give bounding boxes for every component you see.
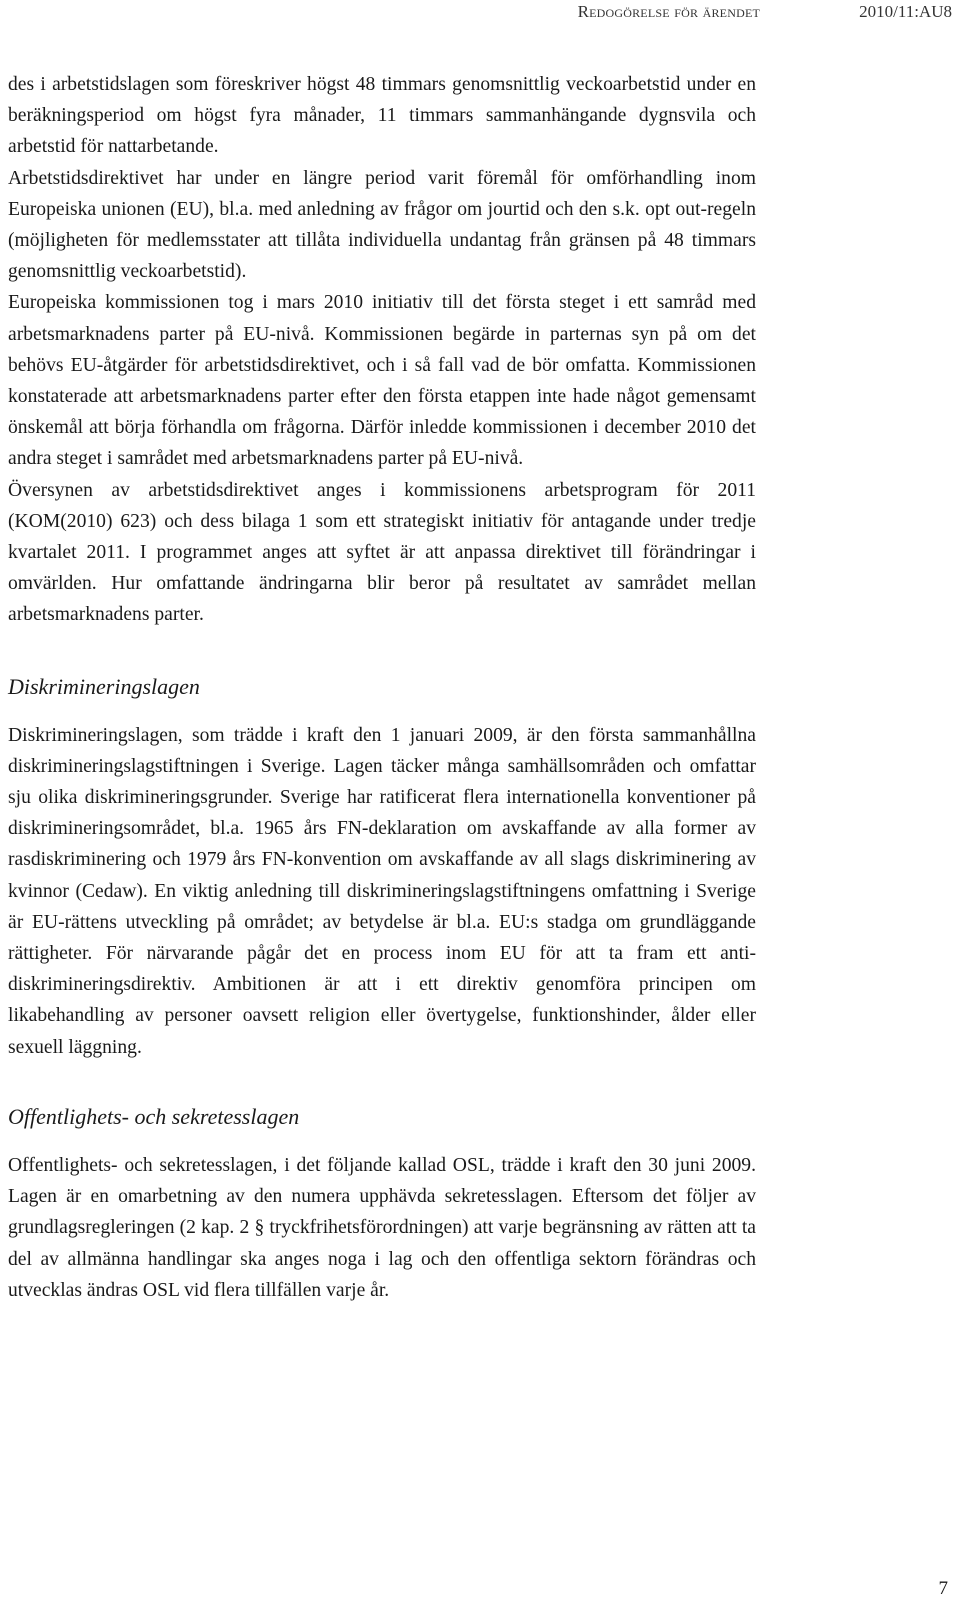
- paragraph-osl: Offentlighets- och sekretesslagen, i det följande kallad OSL, trädde i kraft den 30 juni 2009. Lagen är en omarbetning av den numera upphävda sekretesslagen. Eftersom det följer av grundlagsregleringen (2 kap. 2 § tryckfrihetsförordningen) att varje begränsning av rätten att ta del av allmänna handlingar ska anges noga i lag och den offentliga sektorn förändras och utvecklas ändras OSL vid flera tillfällen varje år.: [8, 1154, 756, 1301]
- running-head-section: Redogörelse för ärendet: [577, 2, 760, 21]
- section-heading-offentlighets-och-sekretesslagen: Offentlighets- och sekretesslagen: [8, 1103, 300, 1129]
- running-head-doc-number: 2010/11:AU8: [859, 2, 952, 21]
- paragraph-arbetstidsdirektivet: Arbetstidsdirektivet har under en längre period varit föremål för omförhandling inom Europeiska unionen (EU), bl.a. med anledning av frågor om jourtid och den s.k. opt out-regeln (möjligheten för medlemsstater att tillåta individuella undantag från gränsen på 48 timmars genomsnittlig veckoarbetstid).: [8, 167, 756, 283]
- paragraph-diskrimineringslagen: Diskrimineringslagen, som trädde i kraft den 1 januari 2009, är den första sammanhållna diskrimineringslagstiftningen i Sverige. Lagen täcker många samhällsområden och omfattar sju olika diskrimineringsgrunder. Sverige har ratificerat flera internationella konventioner på diskrimineringsområdet, bl.a. 1965 års FN-deklaration om avskaffande av alla former av rasdiskriminering och 1979 års FN-konvention om avskaffande av all slags diskriminering av kvinnor (Cedaw). En viktig anledning till diskrimineringslagstiftningens omfattning i Sverige är EU-rättens utveckling på området; av betydelse är bl.a. EU:s stadga om grundläggande rättigheter. För närvarande pågår det en process inom EU för att ta fram ett anti-diskrimineringsdirektiv. Ambitionen är att i ett direktiv genomföra principen om likabehandling av personer oavsett religion eller övertygelse, funktionshinder, ålder eller sexuell läggning.: [8, 724, 756, 1058]
- paragraph-continued: des i arbetstidslagen som föreskriver högst 48 timmars genomsnittlig veckoarbetstid under en beräkningsperiod om högst fyra månader, 11 timmars sammanhängande dygnsvila och arbetstid för nattarbetande.: [8, 74, 756, 158]
- page-number: 7: [938, 1578, 948, 1599]
- running-head: [0, 0, 960, 30]
- paragraph-kommissionen-samrad: Europeiska kommissionen tog i mars 2010 initiativ till det första steget i ett samråd med arbetsmarknadens parter på EU-nivå. Kommissionen begärde in parternas syn på om det behövs EU-åtgärder för arbetstidsdirektivet, och i så fall vad de bör omfatta. Kommissionen konstaterade att arbetsmarknadens parter efter den första etappen inte hade något gemensamt önskemål att börja förhandla om frågorna. Därför inledde kommissionen i december 2010 det andra steget i samrådet med arbetsmarknadens parter på EU-nivå.: [8, 292, 756, 470]
- section-heading-diskrimineringslagen: Diskrimineringslagen: [8, 673, 200, 699]
- paragraph-oversynen: Översynen av arbetstidsdirektivet anges i kommissionens arbetsprogram för 2011 (KOM(2010) 623) och dess bilaga 1 som ett strategiskt initiativ för antagande under tredje kvartalet 2011. I programmet anges att syftet är att anpassa direktivet till förändringar i omvärlden. Hur omfattande ändringarna blir beror på resultatet av samrådet mellan arbetsmarknadens parter.: [8, 479, 756, 626]
- document-body: [8, 69, 756, 1306]
